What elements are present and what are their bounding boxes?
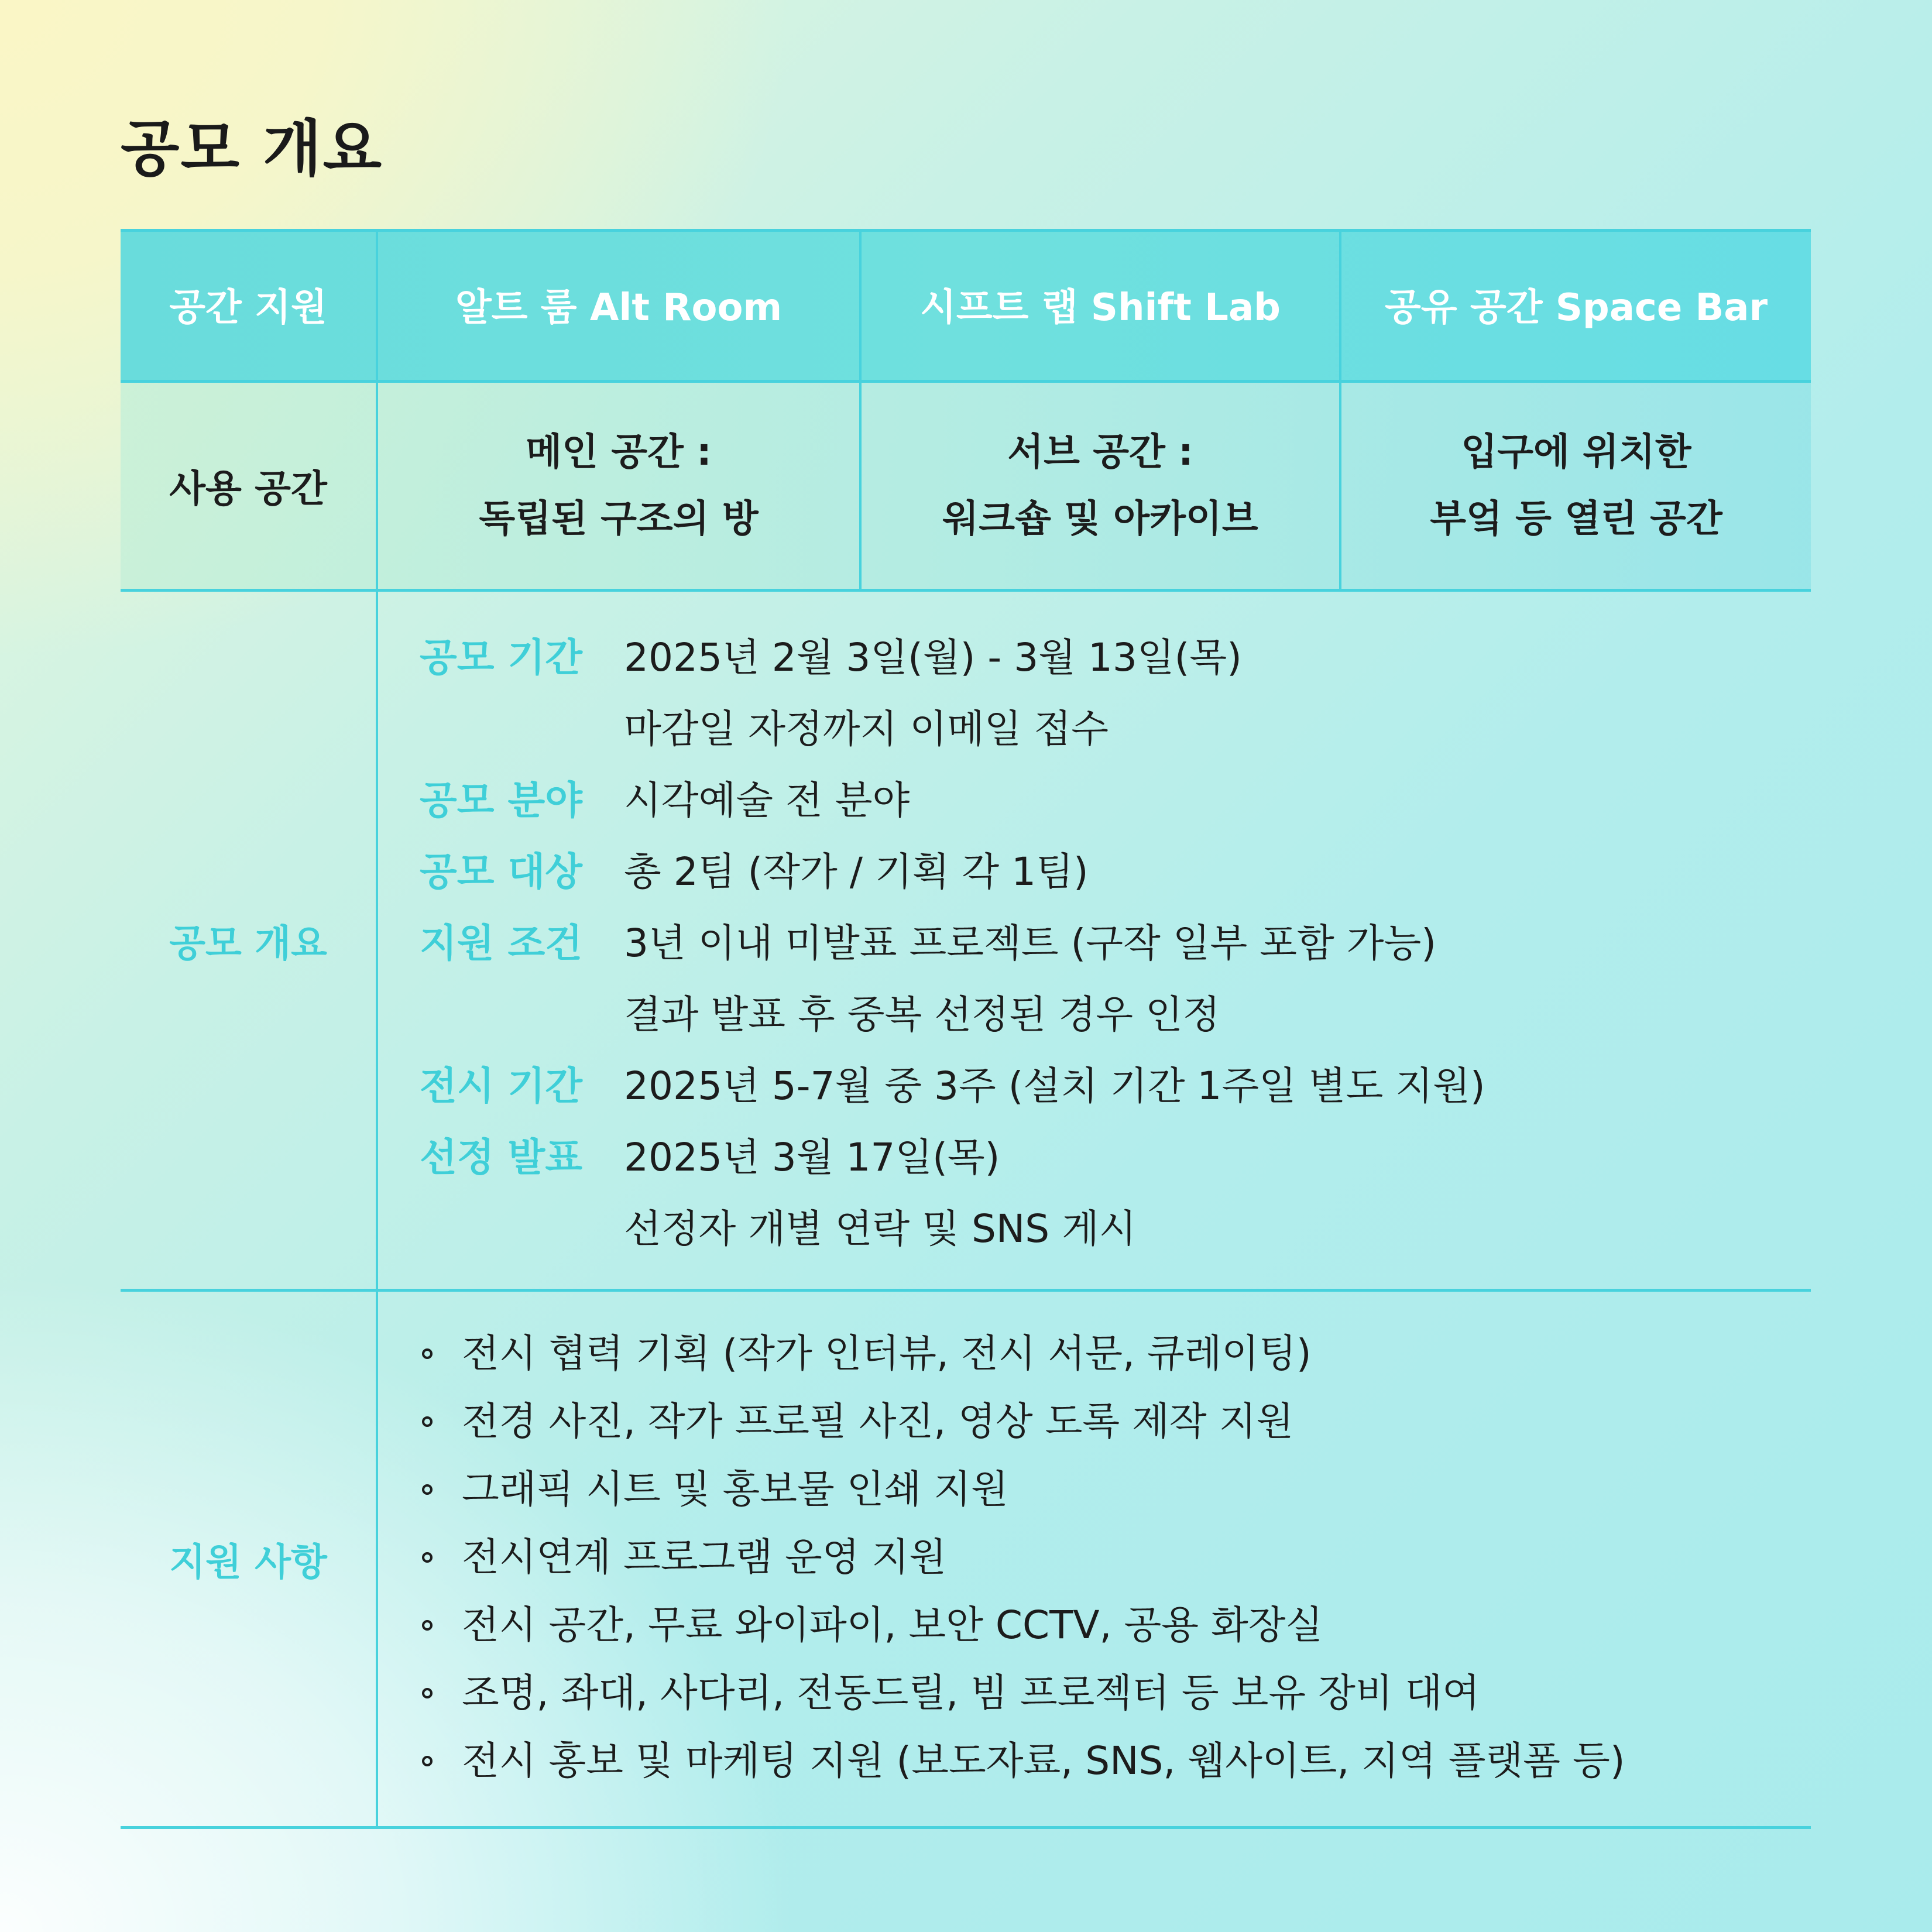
overview-row-label: 선정 발표 <box>420 1135 583 1180</box>
overview-row-label: 공모 분야 <box>420 778 583 823</box>
overview-row-label: 공모 기간 <box>420 635 583 680</box>
overview-row <box>121 765 1811 836</box>
support-label: 지원 사항 <box>169 1540 327 1584</box>
overview-label: 공모 개요 <box>169 922 327 966</box>
bullet-icon <box>422 1756 433 1766</box>
usage-shift-lab-line1: 서브 공간 : <box>1007 431 1193 474</box>
overview-row <box>121 1051 1811 1122</box>
support-list-item-text: 조명, 좌대, 사다리, 전동드릴, 빔 프로젝터 등 보유 장비 대여 <box>462 1670 1480 1715</box>
usage-shift-lab <box>862 383 1339 589</box>
overview-row-value: 시각예술 전 분야 <box>624 778 910 823</box>
overview-row <box>121 836 1811 908</box>
overview-row <box>121 979 1811 1051</box>
usage-alt-room <box>378 383 859 589</box>
overview-row <box>121 908 1811 979</box>
overview-row-value: 3년 이내 미발표 프로젝트 (구작 일부 포함 가능) <box>624 921 1436 966</box>
support-list-item-text: 전시 협력 기획 (작가 인터뷰, 전시 서문, 큐레이팅) <box>462 1331 1312 1376</box>
overview-row <box>121 1122 1811 1193</box>
support-list-item <box>121 1388 1811 1456</box>
overview-row-value: 결과 발표 후 중복 선정된 경우 인정 <box>624 992 1220 1037</box>
bullet-icon <box>422 1688 433 1698</box>
overview-row-value: 2025년 5-7월 중 3주 (설치 기간 1주일 별도 지원) <box>624 1063 1485 1109</box>
support-list-item-text: 전시 홍보 및 마케팅 지원 (보도자료, SNS, 웹사이트, 지역 플랫폼 등) <box>462 1738 1625 1783</box>
overview-row-value: 총 2팀 (작가 / 기획 각 1팀) <box>624 849 1089 894</box>
bullet-icon <box>422 1484 433 1495</box>
header-shift-lab: 시프트 랩 Shift Lab <box>920 286 1281 330</box>
support-list-item <box>121 1591 1811 1659</box>
open-call-table <box>121 229 1811 1829</box>
overview-row-label: 공모 대상 <box>420 849 583 894</box>
overview-row-value: 2025년 3월 17일(목) <box>624 1135 1000 1180</box>
bullet-icon <box>422 1552 433 1563</box>
header-space-bar: 공유 공간 Space Bar <box>1384 286 1768 330</box>
usage-shift-lab-line2: 워크숍 및 아카이브 <box>942 497 1258 541</box>
usage-space-bar-line2: 부엌 등 열린 공간 <box>1430 497 1722 541</box>
overview-row-label: 전시 기간 <box>420 1063 583 1109</box>
support-list-item <box>121 1727 1811 1795</box>
usage-space-bar <box>1341 383 1811 589</box>
support-list-item-text: 전시연계 프로그램 운영 지원 <box>462 1535 947 1580</box>
header-alt-room: 알트 룸 Alt Room <box>455 286 783 330</box>
header-label: 공간 지원 <box>169 286 327 330</box>
overview-row-value: 2025년 2월 3일(월) - 3월 13일(목) <box>624 635 1242 680</box>
support-list-item <box>121 1659 1811 1727</box>
support-list-item-text: 그래픽 시트 및 홍보물 인쇄 지원 <box>462 1467 1008 1512</box>
support-list-item-text: 전경 사진, 작가 프로필 사진, 영상 도록 제작 지원 <box>462 1399 1294 1444</box>
table-bottom-border <box>121 1826 1811 1829</box>
usage-label: 사용 공간 <box>169 468 327 511</box>
bullet-icon <box>422 1620 433 1631</box>
support-list-item <box>121 1456 1811 1523</box>
bullet-icon <box>422 1348 433 1359</box>
overview-row <box>121 1193 1811 1265</box>
support-list-item <box>121 1320 1811 1388</box>
overview-row-value: 마감일 자정까지 이메일 접수 <box>624 706 1109 751</box>
overview-row-label: 지원 조건 <box>420 921 583 966</box>
page-title: 공모 개요 <box>121 113 383 184</box>
support-list-item <box>121 1523 1811 1591</box>
overview-row-value: 선정자 개별 연락 및 SNS 게시 <box>624 1206 1137 1251</box>
bullet-icon <box>422 1416 433 1427</box>
overview-row <box>121 622 1811 694</box>
usage-alt-room-line1: 메인 공간 : <box>526 431 712 474</box>
usage-alt-room-line2: 독립된 구조의 방 <box>479 497 759 541</box>
support-list-item-text: 전시 공간, 무료 와이파이, 보안 CCTV, 공용 화장실 <box>462 1602 1323 1648</box>
usage-space-bar-line1: 입구에 위치한 <box>1461 431 1691 474</box>
overview-row <box>121 694 1811 765</box>
